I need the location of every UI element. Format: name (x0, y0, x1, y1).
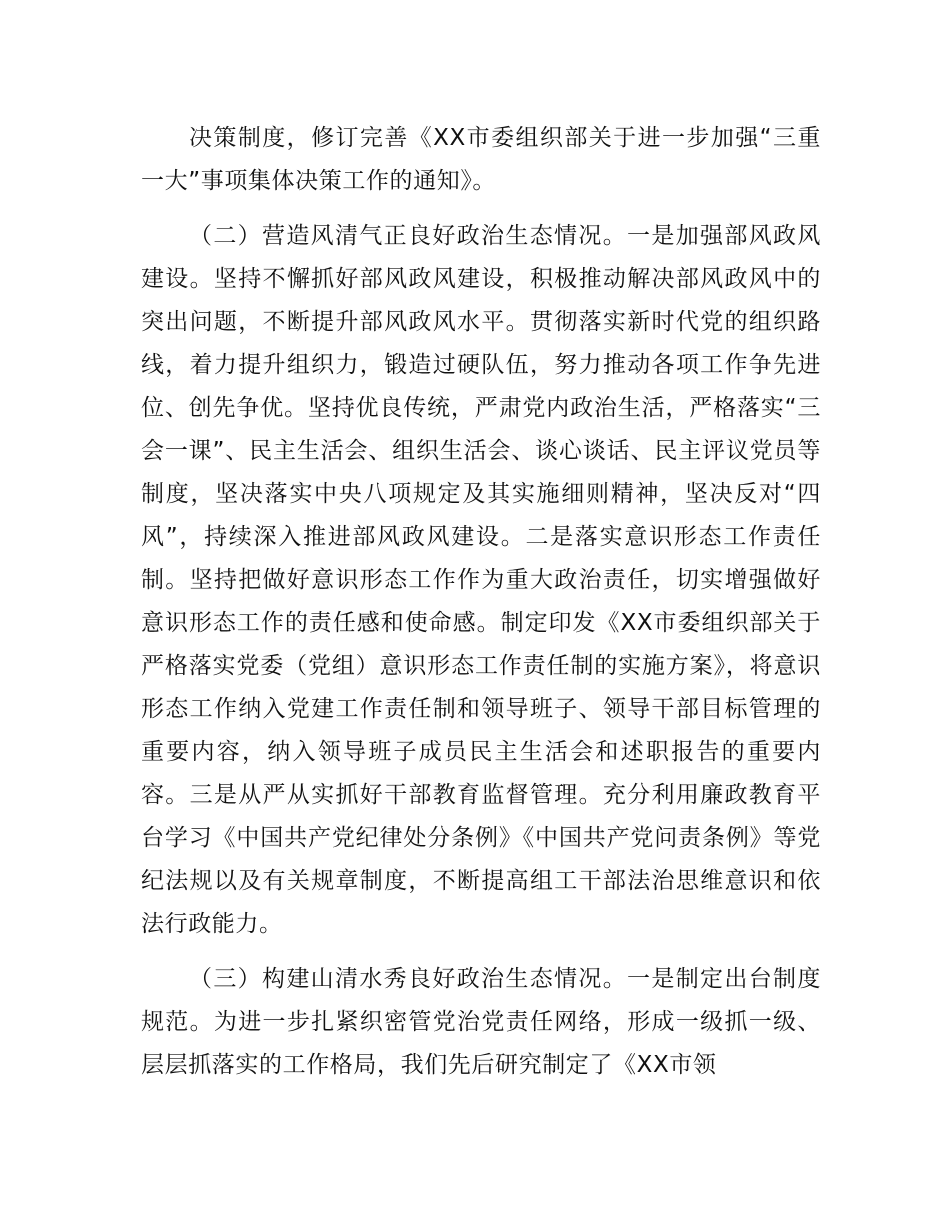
paragraph-decision-system: 决策制度，修订完善《XX市委组织部关于进一步加强“三重一大”事项集体决策工作的通知》。 (141, 125, 821, 194)
paragraph-political-ecology: （二）营造风清气正良好政治生态情况。一是加强部风政风建设。坚持不懈抓好部风政风建设，积极推动解决部风政风中的突出问题，不断提升部风政风水平。贯彻落实新时代党的组织路线，着力提升组织力，锻造过硬队伍，努力推动各项工作争先进位、创先争优。坚持优良传统，严肃党内政治生活，严格落实“三会一课”、民主生活会、组织生活会、谈心谈话、民主评议党员等制度，坚决落实中央八项规定及其实施细则精神，坚决反对“四风”，持续深入推进部风政风建设。二是落实意识形态工作责任制。坚持把做好意识形态工作作为重大政治责任，切实增强做好意识形态工作的责任感和使命感。制定印发《XX市委组织部关于严格落实党委（党组）意识形态工作责任制的实施方案》，将意识形态工作纳入党建工作责任制和领导班子、领导干部目标管理的重要内容，纳入领导班子成员民主生活会和述职报告的重要内容。三是从严从实抓好干部教育监督管理。充分利用廉政教育平台学习《中国共产党纪律处分条例》《中国共产党问责条例》等党纪法规以及有关规章制度，不断提高组工干部法治思维意识和依法行政能力。 (141, 223, 821, 937)
document-body (141, 117, 821, 1087)
paragraph-spacer (141, 203, 821, 215)
paragraph-clean-ecology: （三）构建山清水秀良好政治生态情况。一是制定出台制度规范。为进一步扎紧织密管党治党责任网络，形成一级抓一级、层层抓落实的工作格局，我们先后研究制定了《XX市领 (141, 966, 821, 1078)
paragraph-spacer (141, 946, 821, 958)
